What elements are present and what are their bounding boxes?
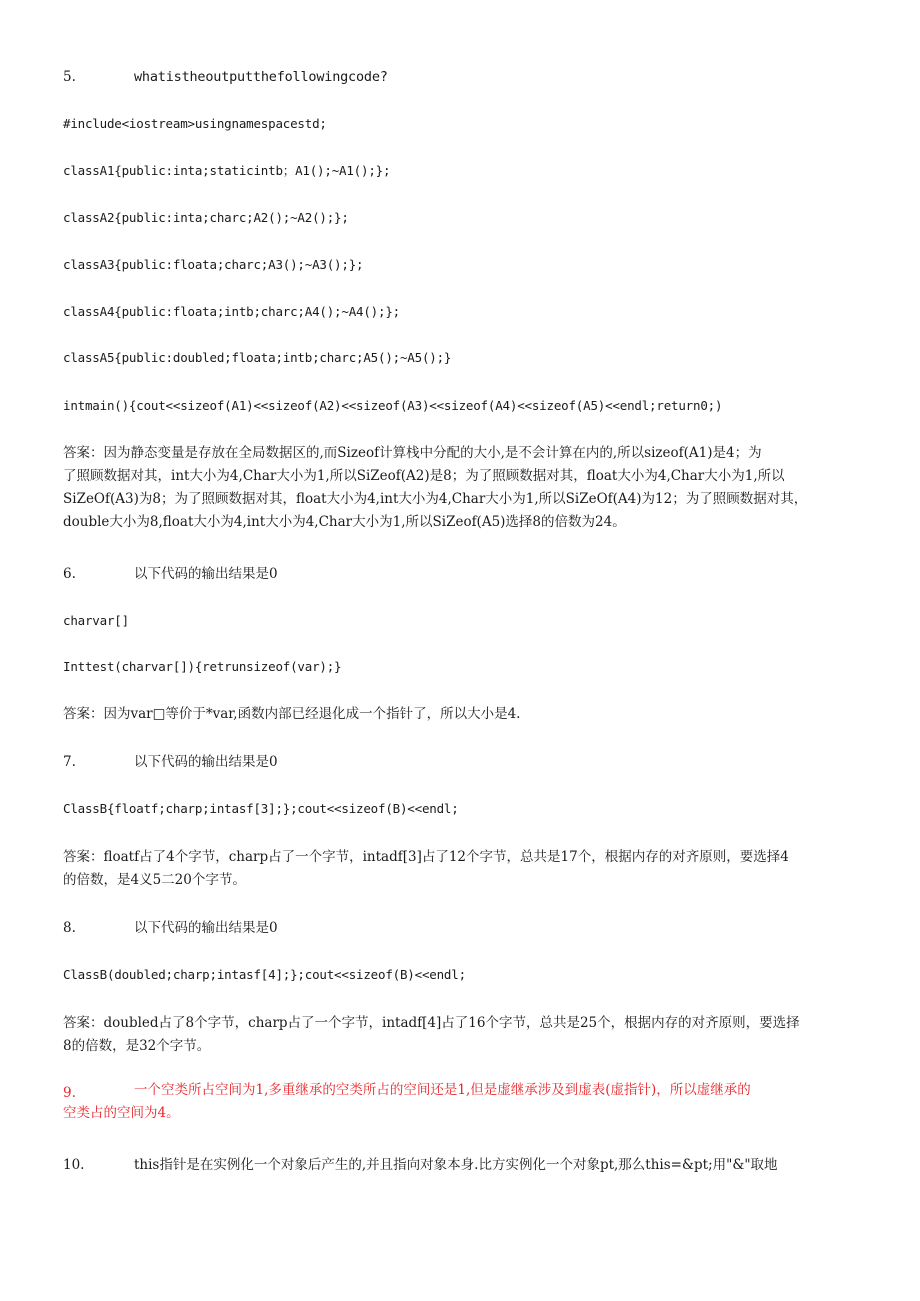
q7-code-line: ClassB{floatf;charp;intasf[3];};cout<<sizeof(B)<<endl; (63, 801, 459, 816)
q5-code-line: #include<iostream>usingnamespacestd; (63, 116, 327, 131)
q8-answer-line: 答案：doubled占了8个字节，charp占了一个字节，intadf[4]占了16个字节，总共是25个，根据内存的对齐原则，要选择 (63, 1015, 800, 1031)
q8-answer (63, 1012, 858, 1058)
q10-number: 10. (63, 1157, 85, 1173)
q7-answer-line: 的倍数，是4义5二20个字节。 (63, 872, 246, 888)
q5-answer-line: SiZeOf(A3)为8；为了照顾数据对其，float大小为4,int大小为4,Char大小为1,所以SiZeOf(A4)为12；为了照顾数据对其， (63, 491, 808, 507)
q8-answer-line: 8的倍数，是32个字节。 (63, 1038, 211, 1054)
q5-question: whatistheoutputthefollowingcode? (134, 69, 388, 85)
q7-number: 7. (63, 754, 76, 770)
q9-line: 空类占的空间为4。 (63, 1105, 180, 1121)
q5-code-line: classA2{public:inta;charc;A2();~A2();}; (63, 210, 349, 225)
q6-number: 6. (63, 566, 76, 582)
q5-answer-line: 答案：因为静态变量是存放在全局数据区的,而Sizeof计算栈中分配的大小,是不会计算在内的,所以sizeof(A1)是4；为 (63, 445, 762, 461)
q9-line: 一个空类所占空间为1,多重继承的空类所占的空间还是1,但是虚继承涉及到虚表(虚指针)，所以虚继承的 (134, 1082, 751, 1098)
q6-answer: 答案：因为var□等价于*var,函数内部已经退化成一个指针了，所以大小是4. (63, 706, 521, 722)
q5-code-line: classA4{public:floata;intb;charc;A4();~A4();}; (63, 304, 400, 319)
q6-question: 以下代码的输出结果是0 (134, 566, 278, 582)
q9-number: 9. (63, 1085, 76, 1101)
q8-number: 8. (63, 920, 76, 936)
q8-code-line: ClassB(doubled;charp;intasf[4];};cout<<sizeof(B)<<endl; (63, 967, 466, 982)
q5-answer (63, 442, 858, 534)
q6-code-line: Inttest(charvar[]){retrunsizeof(var);} (63, 659, 342, 674)
q5-number: 5. (63, 69, 76, 85)
q5-code-line: classA1{public:inta;staticintb；A1();~A1();}; (63, 163, 391, 178)
q7-answer-line: 答案：floatf占了4个字节，charp占了一个字节，intadf[3]占了12个字节，总共是17个，根据内存的对齐原则，要选择4 (63, 849, 789, 865)
q5-code-line: classA5{public:doubled;floata;intb;charc;A5();~A5();} (63, 350, 452, 365)
q9-text (63, 1079, 863, 1125)
q7-question: 以下代码的输出结果是0 (134, 754, 278, 770)
q5-code-line: intmain(){cout<<sizeof(A1)<<sizeof(A2)<<sizeof(A3)<<sizeof(A4)<<sizeof(A5)<<endl;return0;) (63, 398, 723, 413)
q8-question: 以下代码的输出结果是0 (134, 920, 278, 936)
q5-code-line: classA3{public:floata;charc;A3();~A3();}; (63, 257, 364, 272)
q10-text: this指针是在实例化一个对象后产生的,并且指向对象本身.比方实例化一个对象pt,那么this=&pt;用"&"取地 (134, 1157, 778, 1173)
q6-code-line: charvar[] (63, 613, 129, 628)
q5-answer-line: double大小为8,float大小为4,int大小为4,Char大小为1,所以SiZeof(A5)选择8的倍数为24。 (63, 514, 626, 530)
q7-answer (63, 846, 858, 892)
q5-answer-line: 了照顾数据对其，int大小为4,Char大小为1,所以SiZeof(A2)是8；为了照顾数据对其，float大小为4,Char大小为1,所以 (63, 468, 785, 484)
